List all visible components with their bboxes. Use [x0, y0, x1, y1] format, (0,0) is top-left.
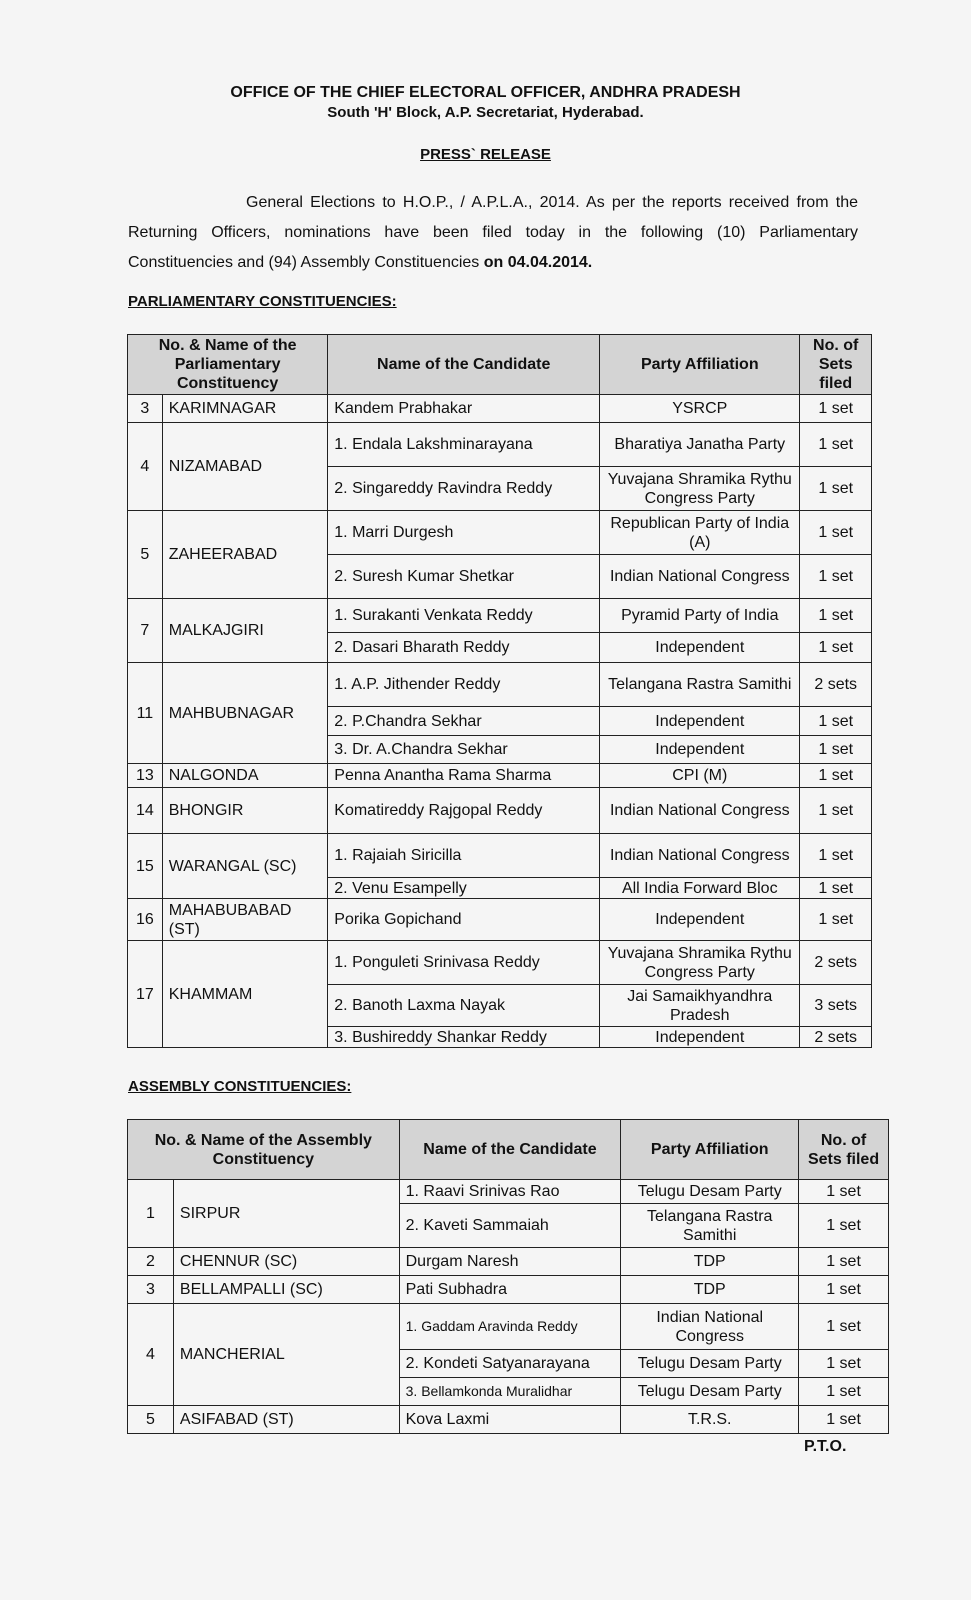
sets-filed: 1 set [800, 788, 872, 834]
ac-name: ASIFABAD (ST) [173, 1406, 399, 1434]
pc-number: 4 [128, 423, 163, 511]
sets-filed: 1 set [800, 764, 872, 788]
sets-filed: 1 set [799, 1276, 889, 1304]
pc-name: ZAHEERABAD [162, 511, 328, 599]
table-row [128, 1248, 889, 1276]
intro-paragraph [128, 188, 858, 278]
ac-name: SIRPUR [173, 1180, 399, 1248]
pc-name: NIZAMABAD [162, 423, 328, 511]
sets-filed: 1 set [800, 834, 872, 878]
header-constituency: No. & Name of the Parliamentary Constituency [128, 335, 328, 395]
sets-filed: 1 set [799, 1406, 889, 1434]
pc-number: 5 [128, 511, 163, 599]
header-candidate: Name of the Candidate [399, 1120, 621, 1180]
party-affiliation: Yuvajana Shramika Rythu Congress Party [600, 467, 800, 511]
sets-filed: 1 set [800, 599, 872, 633]
sets-filed: 1 set [799, 1180, 889, 1204]
party-affiliation: Independent [600, 736, 800, 764]
party-affiliation: TDP [621, 1276, 799, 1304]
candidate-name: 3. Bellamkonda Muralidhar [399, 1378, 621, 1406]
candidate-name: 1. Surakanti Venkata Reddy [328, 599, 600, 633]
ac-number: 3 [128, 1276, 174, 1304]
party-affiliation: Indian National Congress [621, 1304, 799, 1350]
intro-date: on 04.04.2014. [483, 254, 593, 271]
candidate-name: 3. Dr. A.Chandra Sekhar [328, 736, 600, 764]
ac-number: 2 [128, 1248, 174, 1276]
pc-number: 7 [128, 599, 163, 663]
candidate-name: Pati Subhadra [399, 1276, 621, 1304]
table-row [128, 1180, 889, 1204]
candidate-name: 2. Singareddy Ravindra Reddy [328, 467, 600, 511]
parliamentary-table [127, 334, 872, 1048]
sets-filed: 1 set [800, 899, 872, 941]
table-row [128, 423, 872, 467]
candidate-name: 2. Dasari Bharath Reddy [328, 633, 600, 663]
sets-filed: 1 set [800, 707, 872, 736]
table-header-row [128, 1120, 889, 1180]
sets-filed: 1 set [800, 395, 872, 423]
intro-text: General Elections to H.O.P., / A.P.L.A., 2014. As per the reports received from the Returning Officers, nominations have been filed today in the following (10) Parliamentary Constituencies and (94) Assembly Constituencies [128, 194, 858, 271]
ac-number: 4 [128, 1304, 174, 1406]
pc-number: 17 [128, 941, 163, 1048]
office-address: South 'H' Block, A.P. Secretariat, Hyderabad. [327, 104, 644, 121]
sets-filed: 2 sets [800, 663, 872, 707]
candidate-name: 2. Kaveti Sammaiah [399, 1204, 621, 1248]
party-affiliation: Telangana Rastra Samithi [600, 663, 800, 707]
pc-name: NALGONDA [162, 764, 328, 788]
ac-name: MANCHERIAL [173, 1304, 399, 1406]
candidate-name: Komatireddy Rajgopal Reddy [328, 788, 600, 834]
party-affiliation: Indian National Congress [600, 555, 800, 599]
pc-name: MAHABUBABAD (ST) [162, 899, 328, 941]
pc-number: 13 [128, 764, 163, 788]
pc-name: WARANGAL (SC) [162, 834, 328, 899]
party-affiliation: T.R.S. [621, 1406, 799, 1434]
candidate-name: Kova Laxmi [399, 1406, 621, 1434]
pc-name: KHAMMAM [162, 941, 328, 1048]
sets-filed: 1 set [800, 878, 872, 899]
header-sets: No. of Sets filed [799, 1120, 889, 1180]
sets-filed: 2 sets [800, 941, 872, 985]
candidate-name: 1. A.P. Jithender Reddy [328, 663, 600, 707]
sets-filed: 1 set [799, 1204, 889, 1248]
party-affiliation: Bharatiya Janatha Party [600, 423, 800, 467]
sets-filed: 1 set [800, 736, 872, 764]
party-affiliation: CPI (M) [600, 764, 800, 788]
party-affiliation: TDP [621, 1248, 799, 1276]
header-sets: No. of Sets filed [800, 335, 872, 395]
candidate-name: Porika Gopichand [328, 899, 600, 941]
pc-name: MALKAJGIRI [162, 599, 328, 663]
table-row [128, 764, 872, 788]
table-row [128, 599, 872, 633]
table-row [128, 834, 872, 878]
party-affiliation: Telangana Rastra Samithi [621, 1204, 799, 1248]
assembly-section-title: ASSEMBLY CONSTITUENCIES: [128, 1078, 352, 1095]
table-row [128, 788, 872, 834]
party-affiliation: Independent [600, 633, 800, 663]
table-row [128, 899, 872, 941]
candidate-name: 2. Suresh Kumar Shetkar [328, 555, 600, 599]
party-affiliation: Telugu Desam Party [621, 1180, 799, 1204]
candidate-name: 1. Endala Lakshminarayana [328, 423, 600, 467]
party-affiliation: Jai Samaikhyandhra Pradesh [600, 985, 800, 1027]
candidate-name: 1. Gaddam Aravinda Reddy [399, 1304, 621, 1350]
header-party: Party Affiliation [621, 1120, 799, 1180]
pc-number: 3 [128, 395, 163, 423]
sets-filed: 1 set [799, 1378, 889, 1406]
pc-name: MAHBUBNAGAR [162, 663, 328, 764]
party-affiliation: All India Forward Bloc [600, 878, 800, 899]
candidate-name: 1. Ponguleti Srinivasa Reddy [328, 941, 600, 985]
header-constituency: No. & Name of the Assembly Constituency [128, 1120, 400, 1180]
candidate-name: 2. Venu Esampelly [328, 878, 600, 899]
table-row [128, 1304, 889, 1350]
party-affiliation: Yuvajana Shramika Rythu Congress Party [600, 941, 800, 985]
party-affiliation: Independent [600, 1027, 800, 1048]
sets-filed: 3 sets [800, 985, 872, 1027]
party-affiliation: Indian National Congress [600, 834, 800, 878]
assembly-table [127, 1119, 889, 1434]
pc-number: 15 [128, 834, 163, 899]
header-candidate: Name of the Candidate [328, 335, 600, 395]
pc-name: BHONGIR [162, 788, 328, 834]
pc-number: 14 [128, 788, 163, 834]
party-affiliation: Telugu Desam Party [621, 1350, 799, 1378]
parliamentary-section-title: PARLIAMENTARY CONSTITUENCIES: [128, 293, 397, 310]
pc-number: 16 [128, 899, 163, 941]
ac-number: 5 [128, 1406, 174, 1434]
candidate-name: 2. Kondeti Satyanarayana [399, 1350, 621, 1378]
table-header-row [128, 335, 872, 395]
ac-name: CHENNUR (SC) [173, 1248, 399, 1276]
table-row [128, 941, 872, 985]
candidate-name: 1. Marri Durgesh [328, 511, 600, 555]
ac-name: BELLAMPALLI (SC) [173, 1276, 399, 1304]
header-party: Party Affiliation [600, 335, 800, 395]
candidate-name: 2. P.Chandra Sekhar [328, 707, 600, 736]
sets-filed: 1 set [799, 1350, 889, 1378]
candidate-name: Durgam Naresh [399, 1248, 621, 1276]
party-affiliation: Pyramid Party of India [600, 599, 800, 633]
sets-filed: 2 sets [800, 1027, 872, 1048]
party-affiliation: Indian National Congress [600, 788, 800, 834]
office-title: OFFICE OF THE CHIEF ELECTORAL OFFICER, ANDHRA PRADESH [230, 84, 741, 101]
sets-filed: 1 set [800, 555, 872, 599]
pc-name: KARIMNAGAR [162, 395, 328, 423]
press-release-heading: PRESS` RELEASE [420, 146, 551, 163]
sets-filed: 1 set [800, 423, 872, 467]
party-affiliation: Independent [600, 707, 800, 736]
pc-number: 11 [128, 663, 163, 764]
sets-filed: 1 set [799, 1248, 889, 1276]
table-row [128, 663, 872, 707]
candidate-name: Kandem Prabhakar [328, 395, 600, 423]
sets-filed: 1 set [800, 511, 872, 555]
party-affiliation: Telugu Desam Party [621, 1378, 799, 1406]
table-row [128, 1406, 889, 1434]
sets-filed: 1 set [799, 1304, 889, 1350]
sets-filed: 1 set [800, 633, 872, 663]
pto-note: P.T.O. [804, 1438, 847, 1455]
candidate-name: 1. Rajaiah Siricilla [328, 834, 600, 878]
sets-filed: 1 set [800, 467, 872, 511]
candidate-name: 3. Bushireddy Shankar Reddy [328, 1027, 600, 1048]
party-affiliation: Independent [600, 899, 800, 941]
table-row [128, 1276, 889, 1304]
candidate-name: 2. Banoth Laxma Nayak [328, 985, 600, 1027]
party-affiliation: Republican Party of India (A) [600, 511, 800, 555]
ac-number: 1 [128, 1180, 174, 1248]
table-row [128, 395, 872, 423]
candidate-name: Penna Anantha Rama Sharma [328, 764, 600, 788]
table-row [128, 511, 872, 555]
candidate-name: 1. Raavi Srinivas Rao [399, 1180, 621, 1204]
party-affiliation: YSRCP [600, 395, 800, 423]
